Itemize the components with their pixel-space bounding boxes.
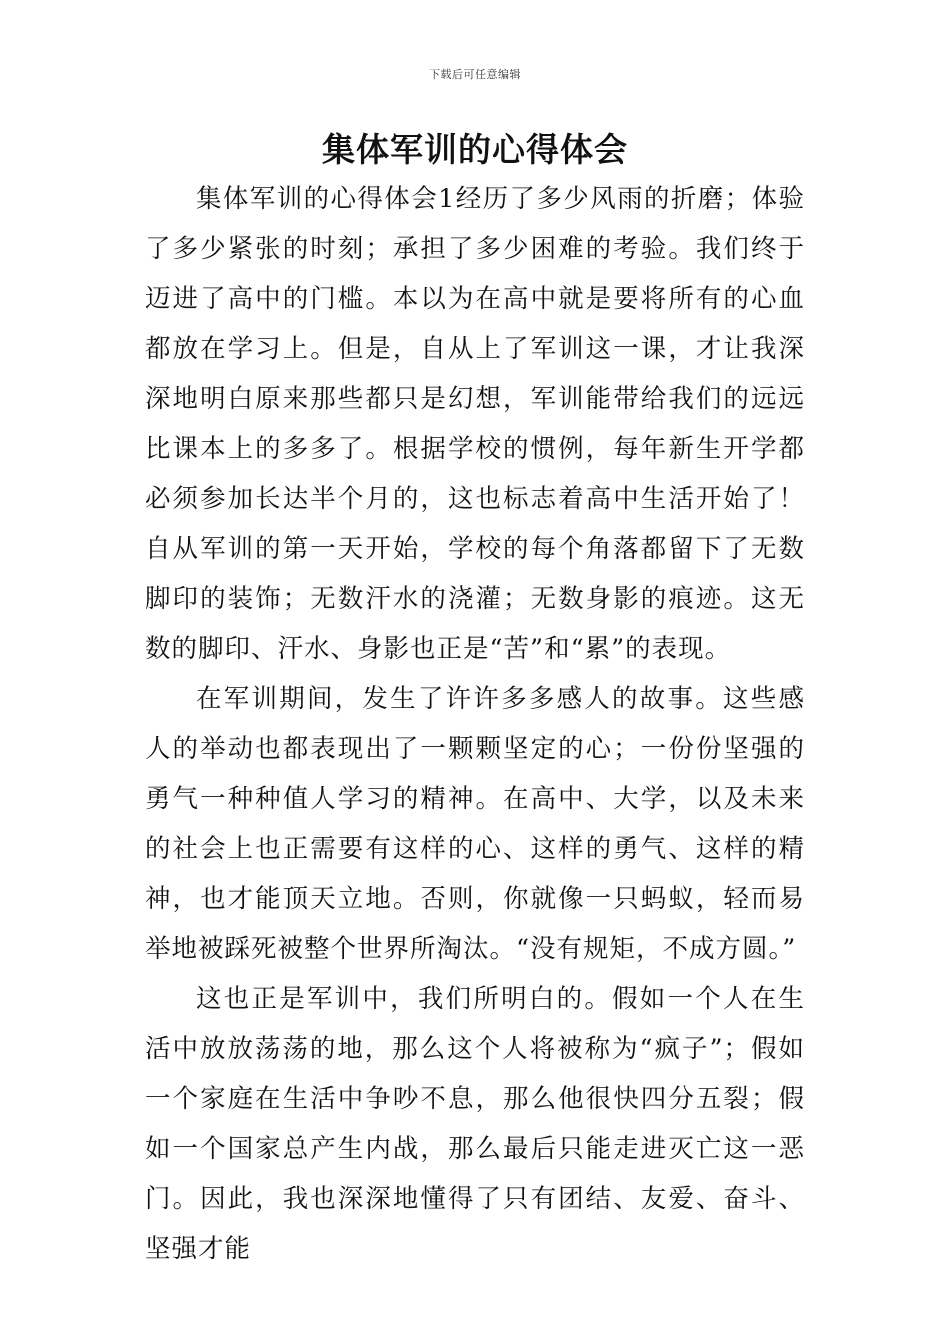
document-body — [145, 174, 805, 1274]
header-note: 下载后可任意编辑 — [429, 68, 521, 81]
paragraph-3: 这也正是军训中，我们所明白的。假如一个人在生活中放放荡荡的地，那么这个人将被称为“疯子”；假如一个家庭在生活中争吵不息，那么他很快四分五裂；假如一个国家总产生内战，那么最后只能走进灭亡这一恶门。因此，我也深深地懂得了只有团结、友爱、奋斗、坚强才能 — [145, 984, 805, 1264]
paragraph-1: 集体军训的心得体会1经历了多少风雨的折磨；体验了多少紧张的时刻；承担了多少困难的考验。我们终于迈进了高中的门槛。本以为在高中就是要将所有的心血都放在学习上。但是，自从上了军训这一课，才让我深深地明白原来那些都只是幻想，军训能带给我们的远远比课本上的多多了。根据学校的惯例，每年新生开学都必须参加长达半个月的，这也标志着高中生活开始了！自从军训的第一天开始，学校的每个角落都留下了无数脚印的装饰；无数汗水的浇灌；无数身影的痕迹。这无数的脚印、汗水、身影也正是“苦”和“累”的表现。 — [145, 184, 805, 664]
paragraph-2: 在军训期间，发生了许许多多感人的故事。这些感人的举动也都表现出了一颗颗坚定的心；一份份坚强的勇气一种种值人学习的精神。在高中、大学，以及未来的社会上也正需要有这样的心、这样的勇气、这样的精神，也才能顶天立地。否则，你就像一只蚂蚁，轻而易举地被踩死被整个世界所淘汰。“没有规矩，不成方圆。” — [145, 684, 805, 964]
document-title: 集体军训的心得体会 — [322, 130, 628, 169]
